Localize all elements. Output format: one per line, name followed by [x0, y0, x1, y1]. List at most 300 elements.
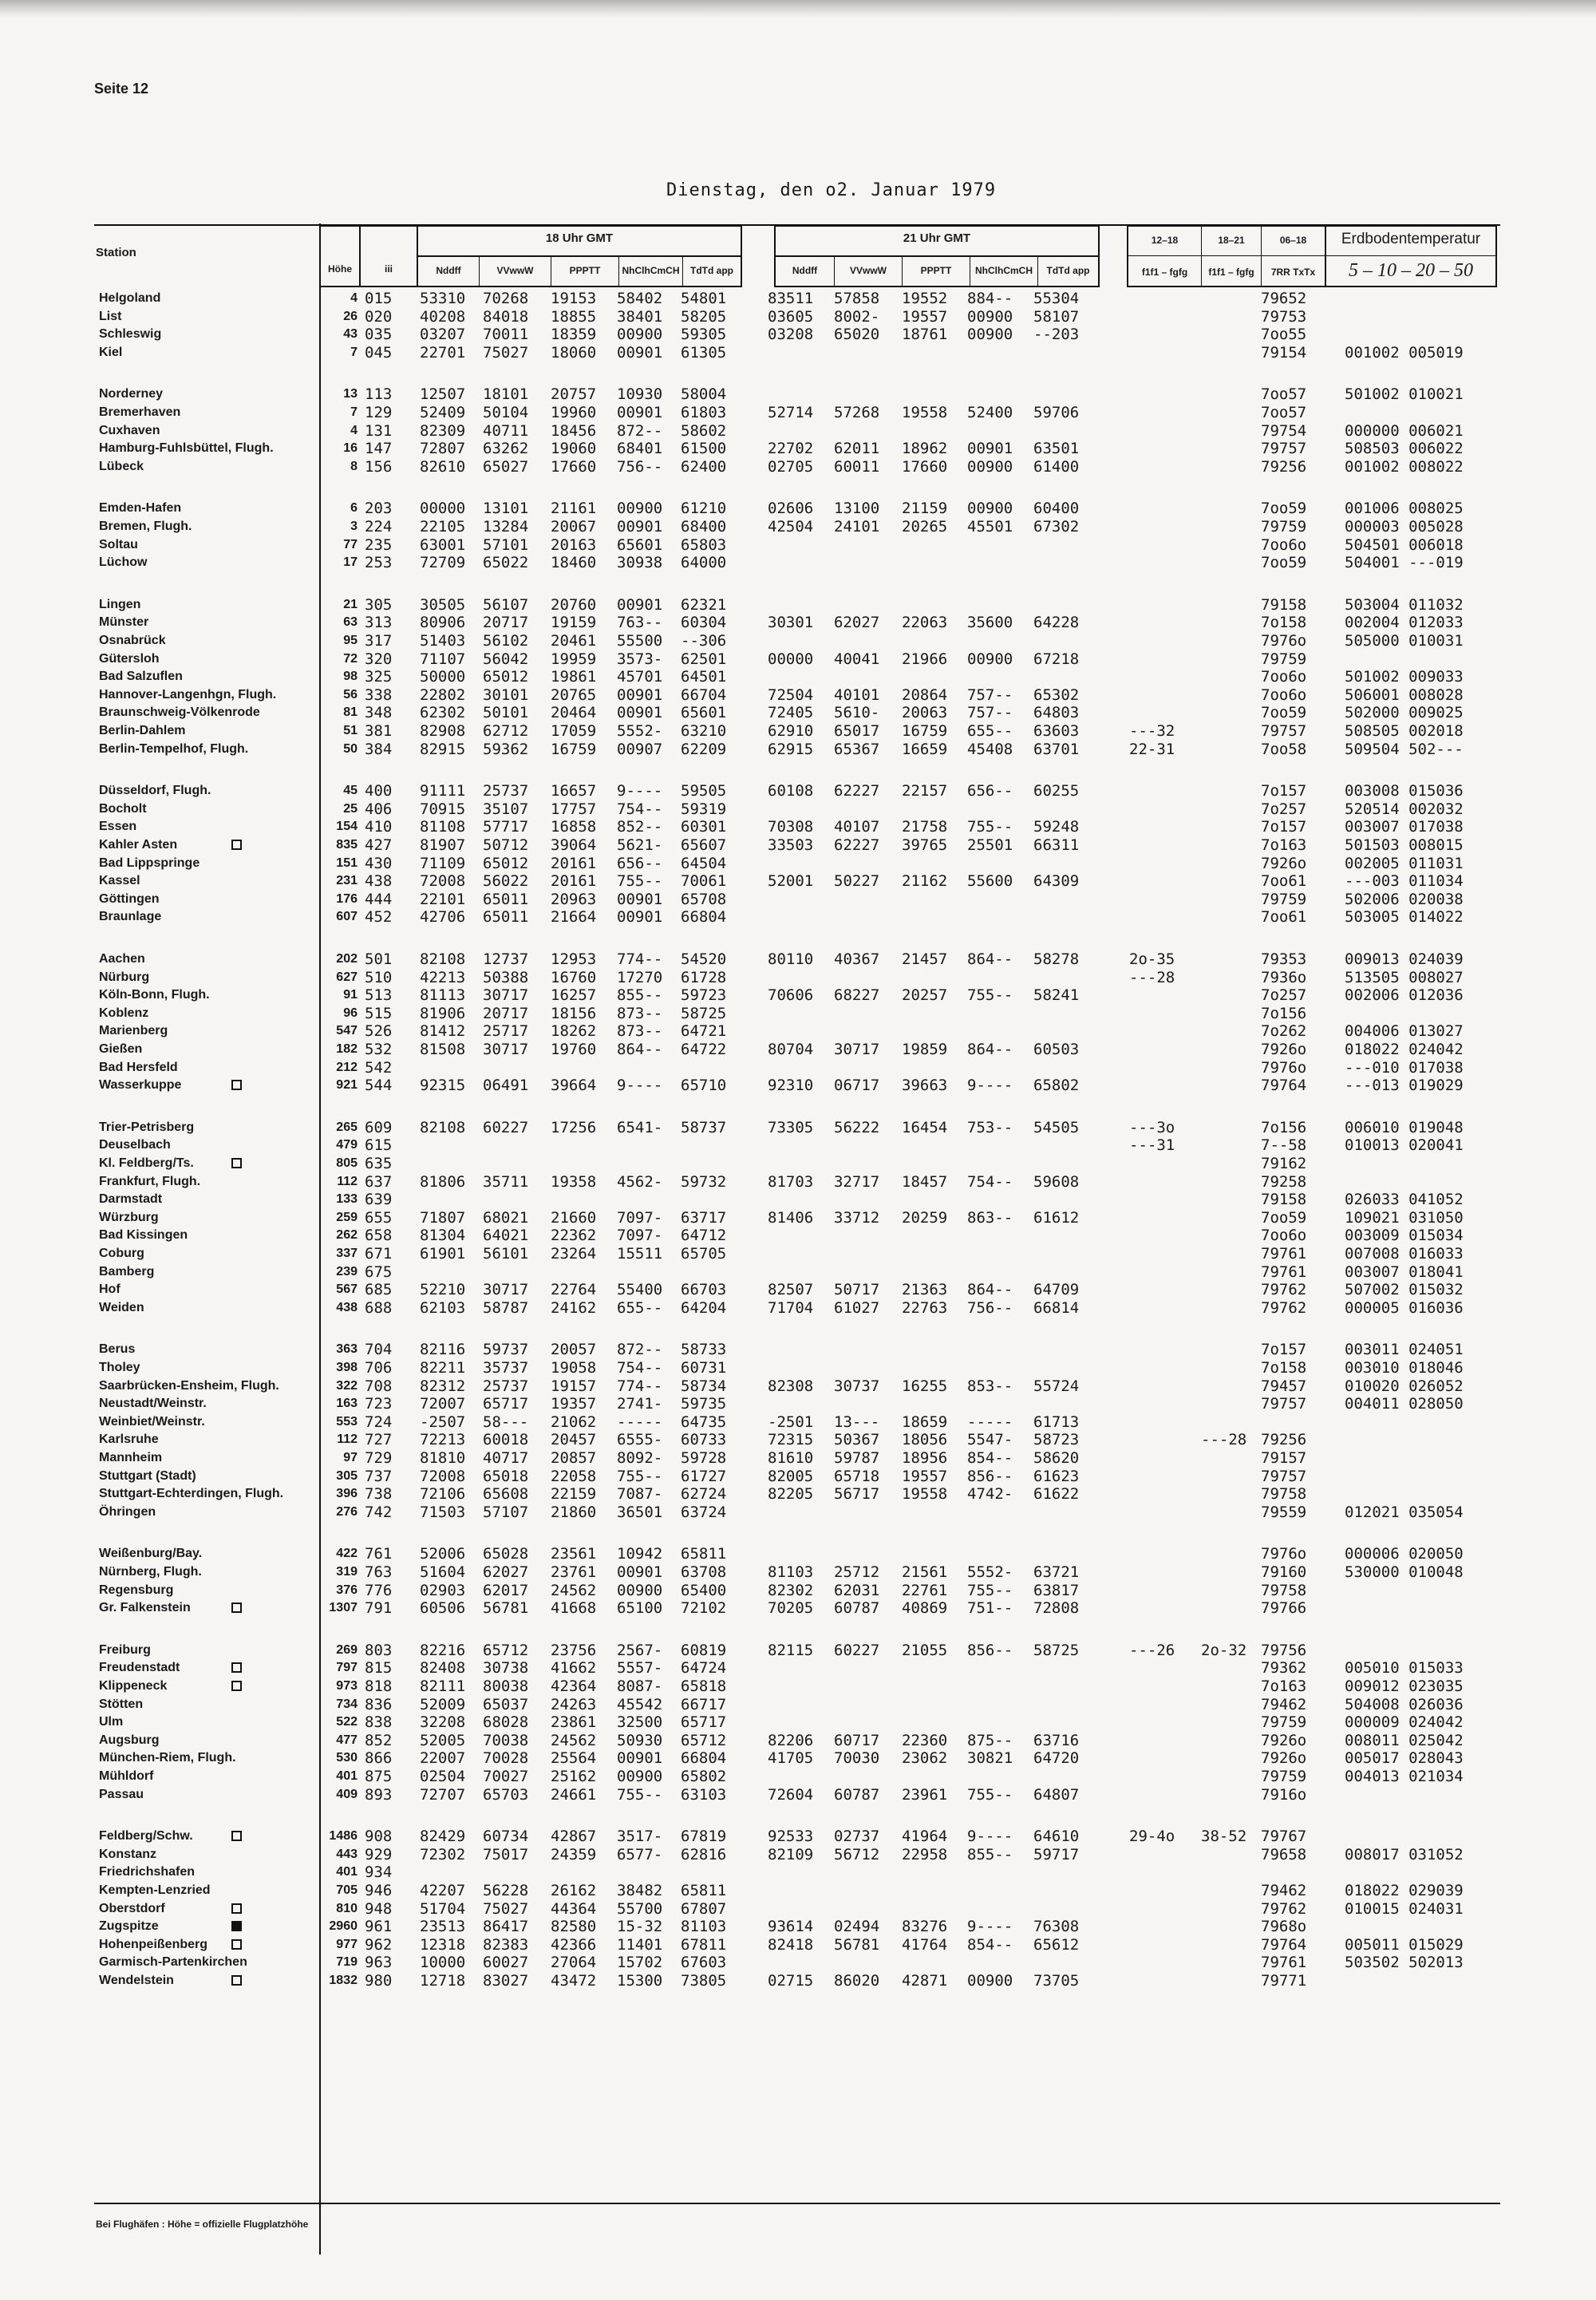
precip-06-18-cell: 79754 [1261, 421, 1307, 440]
clouds-18-cell: 00901 [617, 704, 663, 722]
station-index-cell: 444 [365, 890, 393, 908]
table-row [0, 632, 1596, 650]
table-row [0, 1299, 1596, 1317]
clouds-21-cell: 755-- [967, 986, 1013, 1005]
precip-06-18-cell: 7926o [1261, 1731, 1307, 1749]
pppt-21-cell: 23062 [902, 1749, 948, 1768]
vvwww-18-cell: 20717 [483, 614, 529, 632]
table-row [0, 1972, 1596, 1990]
pppt-18-cell: 23264 [551, 1245, 597, 1263]
table-row [0, 704, 1596, 721]
pppt-18-cell: 20457 [551, 1431, 597, 1449]
clouds-21-cell: 755-- [967, 1785, 1013, 1804]
clouds-18-cell: 855-- [617, 986, 663, 1005]
clouds-21-cell: 9---- [967, 1077, 1013, 1095]
table-row [0, 986, 1596, 1004]
clouds-18-cell: 5557- [617, 1659, 663, 1678]
vvwww-21-cell: 40041 [834, 650, 880, 668]
station-height: 154 [336, 820, 358, 834]
table-row [0, 668, 1596, 686]
table-row [0, 458, 1596, 476]
open-square-icon [231, 1080, 242, 1090]
nddff-18-cell: 12718 [420, 1972, 466, 1990]
station-index-cell: 400 [365, 782, 393, 800]
pppt-18-cell: 16858 [551, 818, 597, 836]
nddff-21-cell: 70308 [768, 818, 814, 836]
nddff-18-cell: 71107 [420, 650, 466, 668]
clouds-18-cell: 00901 [617, 404, 663, 421]
dewpoint-21-cell: 61400 [1033, 457, 1080, 476]
station-index-cell: 729 [365, 1449, 393, 1467]
open-square-icon [231, 1681, 242, 1691]
vvwww-18-cell: 65012 [483, 668, 529, 686]
clouds-18-cell: 852-- [617, 818, 663, 836]
pppt-21-cell: 19859 [902, 1041, 948, 1058]
dewpoint-18-cell: 65712 [681, 1731, 727, 1749]
vvwww-18-cell: 82383 [483, 1935, 529, 1954]
pppt-18-cell: 25564 [551, 1749, 597, 1768]
vvwww-18-cell: 60734 [483, 1828, 529, 1846]
vvwww-21-cell: 32717 [834, 1172, 880, 1191]
vvwww-18-cell: 86417 [483, 1918, 529, 1936]
clouds-21-cell: 5552- [967, 1563, 1013, 1581]
table-row [0, 741, 1596, 758]
clouds-18-cell: 774-- [617, 950, 663, 968]
soil-temp-cell: 002005 011031 [1345, 854, 1464, 872]
station-height: 921 [336, 1078, 358, 1093]
soil-temp-cell: 004011 028050 [1345, 1395, 1464, 1413]
dewpoint-18-cell: 66804 [681, 908, 727, 927]
vvwww-18-cell: 30717 [483, 986, 529, 1005]
station-index-cell: 875 [365, 1768, 393, 1785]
dewpoint-18-cell: 65802 [681, 1768, 727, 1785]
station-height: 133 [336, 1192, 358, 1207]
table-row [0, 1678, 1596, 1695]
station-name: Gütersloh [99, 651, 160, 666]
nddff-21-cell: 72604 [768, 1785, 814, 1804]
station-name: Augsburg [99, 1733, 160, 1747]
soil-temp-cell: 003007 017038 [1345, 818, 1464, 836]
station-height: 530 [336, 1751, 358, 1765]
nddff-18-cell: 81113 [420, 986, 466, 1005]
clouds-21-cell: 755-- [967, 1581, 1013, 1599]
precip-06-18-cell: 7oo59 [1261, 500, 1307, 518]
station-name: Tholey [99, 1361, 140, 1374]
table-row [0, 782, 1596, 800]
station-name: Bad Kissingen [99, 1228, 188, 1243]
nddff-21-cell: 03605 [768, 307, 814, 326]
precip-06-18-cell: 79762 [1261, 1899, 1307, 1918]
table-row [0, 722, 1596, 740]
dewpoint-18-cell: 63708 [681, 1563, 727, 1581]
station-height: 705 [336, 1883, 358, 1897]
dewpoint-21-cell: 64709 [1033, 1281, 1080, 1299]
dewpoint-18-cell: 66703 [681, 1281, 727, 1299]
station-name: Nürnberg, Flugh. [99, 1565, 202, 1579]
vvwww-21-cell: 56222 [834, 1118, 880, 1136]
dewpoint-18-cell: 62501 [681, 650, 727, 668]
vvwww-18-cell: 56228 [483, 1882, 529, 1899]
station-name: Trier-Petrisberg [99, 1120, 195, 1134]
nddff-18-cell: 10000 [420, 1954, 466, 1972]
clouds-18-cell: 8092- [617, 1449, 663, 1467]
station-name: Neustadt/Weinstr. [99, 1397, 207, 1411]
pppt-18-cell: 19157 [551, 1377, 597, 1395]
pppt-18-cell: 21062 [551, 1413, 597, 1431]
precip-06-18-cell: 79158 [1261, 595, 1307, 614]
precip-06-18-cell: 7o163 [1261, 1678, 1307, 1695]
vvwww-18-cell: 65011 [483, 908, 529, 927]
dewpoint-18-cell: 65607 [681, 836, 727, 854]
precip-06-18-cell: 7936o [1261, 968, 1307, 986]
station-height: 45 [343, 784, 358, 798]
station-name: Aachen [99, 952, 145, 966]
station-name: Soltau [99, 537, 138, 551]
station-height: 2960 [329, 1919, 358, 1934]
pppt-18-cell: 19060 [551, 440, 597, 458]
station-index-cell: 961 [365, 1918, 393, 1936]
soil-temp-cell: 003010 018046 [1345, 1359, 1464, 1377]
pppt-21-cell: 21966 [902, 650, 948, 668]
nddff-18-cell: 62302 [420, 704, 466, 722]
precip-06-18-cell: 7oo6o [1261, 535, 1307, 554]
precip-06-18-cell: 7968o [1261, 1918, 1307, 1936]
station-name: Bad Hersfeld [99, 1060, 178, 1074]
pppt-21-cell: 21055 [902, 1641, 948, 1659]
station-index-cell: 147 [365, 440, 393, 458]
pppt-18-cell: 20067 [551, 518, 597, 535]
nddff-18-cell: 71109 [420, 854, 466, 872]
precip-06-18-cell: 79652 [1261, 290, 1307, 307]
dewpoint-21-cell: 58723 [1033, 1431, 1080, 1449]
precip-06-18-cell: 79462 [1261, 1695, 1307, 1713]
nddff-21-cell: 70606 [768, 986, 814, 1005]
clouds-18-cell: 754-- [617, 800, 663, 818]
clouds-21-cell: 9---- [967, 1828, 1013, 1846]
station-name: Norderney [99, 387, 164, 401]
station-index-cell: 015 [365, 290, 393, 307]
dewpoint-18-cell: 59723 [681, 986, 727, 1005]
pppt-18-cell: 20464 [551, 704, 597, 722]
pppt-21-cell: 39663 [902, 1077, 948, 1095]
open-square-icon [231, 840, 242, 850]
precip-06-18-cell: 79761 [1261, 1245, 1307, 1263]
pppt-21-cell: 40869 [902, 1599, 948, 1618]
pppt-21-cell: 41764 [902, 1935, 948, 1954]
precip-06-18-cell: 79757 [1261, 1467, 1307, 1485]
table-row [0, 1005, 1596, 1022]
station-name: Kahler Asten [99, 838, 178, 852]
table-row [0, 1768, 1596, 1785]
station-height: 239 [336, 1264, 358, 1278]
dewpoint-18-cell: 65717 [681, 1713, 727, 1732]
pppt-21-cell: 22763 [902, 1298, 948, 1317]
table-row [0, 1900, 1596, 1918]
nddff-18-cell: 82111 [420, 1678, 466, 1695]
clouds-18-cell: 30938 [617, 554, 663, 572]
precip-06-18-cell: 79757 [1261, 1395, 1307, 1413]
precip-06-18-cell: 7o157 [1261, 1341, 1307, 1359]
precip-06-18-cell: 7o156 [1261, 1004, 1307, 1022]
station-index-cell: 685 [365, 1281, 393, 1299]
table-row [0, 1485, 1596, 1503]
dewpoint-21-cell: 63716 [1033, 1731, 1080, 1749]
dewpoint-21-cell: 55724 [1033, 1377, 1080, 1395]
nddff-18-cell: 72008 [420, 1467, 466, 1485]
nddff-21-cell: 22702 [768, 440, 814, 458]
nddff-18-cell: 22105 [420, 518, 466, 535]
nddff-21-cell: 92533 [768, 1828, 814, 1846]
dewpoint-18-cell: 61803 [681, 404, 727, 421]
station-height: 719 [336, 1955, 358, 1970]
pppt-18-cell: 41662 [551, 1659, 597, 1678]
pppt-18-cell: 20857 [551, 1449, 597, 1467]
table-row [0, 1936, 1596, 1954]
clouds-18-cell: 5552- [617, 722, 663, 740]
station-index-cell: 791 [365, 1599, 393, 1618]
vvwww-18-cell: 50104 [483, 404, 529, 421]
clouds-18-cell: 755-- [617, 1785, 663, 1804]
station-height: 4 [350, 423, 358, 437]
soil-temp-cell: 003009 015034 [1345, 1227, 1464, 1245]
pppt-21-cell: 22958 [902, 1845, 948, 1863]
station-index-cell: 305 [365, 595, 393, 614]
station-height: 212 [336, 1060, 358, 1074]
station-name: Lüchow [99, 555, 148, 570]
precip-06-18-cell: 79362 [1261, 1659, 1307, 1678]
station-name: Göttingen [99, 891, 160, 906]
dewpoint-21-cell: 61612 [1033, 1208, 1080, 1227]
clouds-18-cell: 873-- [617, 1004, 663, 1022]
station-index-cell: 948 [365, 1899, 393, 1918]
pppt-18-cell: 19058 [551, 1359, 597, 1377]
pppt-header-21: PPPTT [920, 265, 952, 276]
gust-sub-12: f1f1 – fgfg [1141, 267, 1188, 278]
pppt-18-cell: 42867 [551, 1828, 597, 1846]
station-index-cell: 803 [365, 1641, 393, 1659]
nddff-18-cell: 42213 [420, 968, 466, 986]
vvwww-18-cell: 58--- [483, 1413, 529, 1431]
clouds-18-cell: 45701 [617, 668, 663, 686]
table-row [0, 1377, 1596, 1395]
clouds-21-cell: 751-- [967, 1599, 1013, 1618]
clouds-21-cell: 00900 [967, 326, 1013, 344]
station-height: 202 [336, 952, 358, 966]
clouds-18-cell: 774-- [617, 1377, 663, 1395]
vvwww-18-cell: 65717 [483, 1395, 529, 1413]
table-row [0, 686, 1596, 704]
nddff-21-cell: 71704 [768, 1298, 814, 1317]
pppt-21-cell: 41964 [902, 1828, 948, 1846]
nddff-18-cell: 52005 [420, 1731, 466, 1749]
vvwww-18-cell: 56101 [483, 1245, 529, 1263]
clouds-21-cell: 52400 [967, 404, 1013, 421]
station-name: Coburg [99, 1247, 144, 1260]
station-name: Koblenz [99, 1006, 149, 1020]
dewpoint-18-cell: 65400 [681, 1581, 727, 1599]
pppt-18-cell: 23756 [551, 1641, 597, 1659]
vvwww-21-cell: 40367 [834, 950, 880, 968]
station-index-cell: 708 [365, 1377, 393, 1395]
clouds-18-cell: 38482 [617, 1882, 663, 1899]
pppt-18-cell: 18262 [551, 1022, 597, 1041]
precip-06-18-cell: 79767 [1261, 1828, 1307, 1846]
table-row [0, 891, 1596, 908]
dewpoint-21-cell: 76308 [1033, 1918, 1080, 1936]
station-name: Konstanz [99, 1847, 156, 1861]
station-height: 401 [336, 1769, 358, 1783]
filled-square-icon [231, 1921, 242, 1931]
clouds-18-cell: 00901 [617, 908, 663, 927]
nddff-21-cell: 72315 [768, 1431, 814, 1449]
precip-06-18-cell: 7oo59 [1261, 1208, 1307, 1227]
clouds-21-cell: 757-- [967, 686, 1013, 704]
dewpoint-18-cell: 58205 [681, 307, 727, 326]
station-name: Berlin-Tempelhof, Flugh. [99, 741, 249, 756]
pppt-18-cell: 20963 [551, 890, 597, 908]
station-index-cell: 704 [365, 1341, 393, 1359]
station-name: Weinbiet/Weinstr. [99, 1414, 205, 1429]
clouds-21-cell: 656-- [967, 782, 1013, 800]
station-index-cell: 893 [365, 1785, 393, 1804]
clouds-21-cell: 00900 [967, 307, 1013, 326]
station-name: Berlin-Dahlem [99, 724, 186, 737]
soil-temp-cell: 501503 008015 [1345, 836, 1464, 854]
soil-temp-header: Erdbodentemperatur [1341, 231, 1481, 247]
vvwww-21-cell: 24101 [834, 518, 880, 535]
soil-temp-cell: ---010 017038 [1345, 1058, 1464, 1077]
dewpoint-18-cell: 65705 [681, 1245, 727, 1263]
station-index-cell: 438 [365, 872, 393, 891]
table-row [0, 1173, 1596, 1191]
dewpoint-18-cell: 67811 [681, 1935, 727, 1954]
soil-temp-cell: 000009 024042 [1345, 1713, 1464, 1732]
station-height: 72 [343, 651, 358, 666]
table-row [0, 1281, 1596, 1298]
vvwww-18-cell: 60227 [483, 1118, 529, 1136]
nddff-21-cell: 93614 [768, 1918, 814, 1936]
station-index-cell: 224 [365, 518, 393, 535]
pppt-18-cell: 18456 [551, 421, 597, 440]
station-height: 96 [343, 1006, 358, 1020]
clouds-18-cell: 7097- [617, 1208, 663, 1227]
dewpoint-21-cell: 58620 [1033, 1449, 1080, 1467]
station-index-cell: 818 [365, 1678, 393, 1695]
precip-06-18-cell: 79762 [1261, 1281, 1307, 1299]
station-index-cell: 513 [365, 986, 393, 1005]
nddff-21-cell: 82205 [768, 1485, 814, 1504]
dewpoint-21-cell: 64309 [1033, 872, 1080, 891]
station-index-cell: 637 [365, 1172, 393, 1191]
dewpoint-21-cell: 58241 [1033, 986, 1080, 1005]
pppt-18-cell: 22362 [551, 1227, 597, 1245]
pppt-18-cell: 19959 [551, 650, 597, 668]
clouds-18-cell: 763-- [617, 614, 663, 632]
clouds-18-cell: 872-- [617, 1341, 663, 1359]
range-12-18-cell: ---3o [1129, 1118, 1175, 1136]
pppt-18-cell: 21664 [551, 908, 597, 927]
vvwww-21-cell: 61027 [834, 1298, 880, 1317]
station-name: Cuxhaven [99, 423, 160, 437]
table-row [0, 950, 1596, 968]
pppt-21-cell: 20259 [902, 1208, 948, 1227]
soil-temp-cell: 000000 006021 [1345, 421, 1464, 440]
table-row [0, 1642, 1596, 1659]
station-index-cell: 320 [365, 650, 393, 668]
station-height: 269 [336, 1642, 358, 1657]
vvwww-21-cell: 60787 [834, 1599, 880, 1618]
dewpoint-21-cell: 66311 [1033, 836, 1080, 854]
vvwww-18-cell: 59737 [483, 1341, 529, 1359]
dewpoint-21-cell: 64228 [1033, 614, 1080, 632]
soil-temp-cell: 012021 035054 [1345, 1503, 1464, 1521]
station-index-cell: 510 [365, 968, 393, 986]
clouds-18-cell: 38401 [617, 307, 663, 326]
nddff-18-cell: 81907 [420, 836, 466, 854]
dewpoint-18-cell: 67819 [681, 1828, 727, 1846]
clouds-18-cell: 872-- [617, 421, 663, 440]
clouds-21-cell: 00900 [967, 650, 1013, 668]
pppt-18-cell: 24661 [551, 1785, 597, 1804]
vvwww-21-cell: 57268 [834, 404, 880, 421]
precip-06-18-cell: 79462 [1261, 1882, 1307, 1899]
table-row [0, 1468, 1596, 1485]
soil-temp-cell: 504501 006018 [1345, 535, 1464, 554]
soil-temp-cell: 504008 026036 [1345, 1695, 1464, 1713]
station-height: 151 [336, 856, 358, 870]
nddff-18-cell: 52409 [420, 404, 466, 421]
vvwww-18-cell: 35737 [483, 1359, 529, 1377]
nddff-21-cell: 82507 [768, 1281, 814, 1299]
clouds-18-cell: 58402 [617, 290, 663, 307]
station-height: 1832 [329, 1974, 358, 1987]
nddff-21-cell: -2501 [768, 1413, 814, 1431]
clouds-18-cell: 754-- [617, 1359, 663, 1377]
vvwww-21-cell: 62227 [834, 836, 880, 854]
precip-06-18-cell: 7o163 [1261, 836, 1307, 854]
nddff-18-cell: 40208 [420, 307, 466, 326]
dewpoint-18-cell: 72102 [681, 1599, 727, 1618]
clouds-21-cell: 25501 [967, 836, 1013, 854]
pppt-21-cell: 21162 [902, 872, 948, 891]
station-height: 6 [350, 501, 358, 516]
pppt-18-cell: 16657 [551, 782, 597, 800]
vvwww-18-cell: 30101 [483, 686, 529, 704]
vvwww-18-cell: 75017 [483, 1845, 529, 1863]
table-row [0, 1582, 1596, 1599]
clouds-21-cell: 00900 [967, 1972, 1013, 1990]
vvwww-21-cell: 65020 [834, 326, 880, 344]
table-row [0, 1696, 1596, 1713]
vvwww-21-cell: 50367 [834, 1431, 880, 1449]
dewpoint-21-cell: 55304 [1033, 290, 1080, 307]
nddff-21-cell: 80110 [768, 950, 814, 968]
dewpoint-21-cell: 73705 [1033, 1972, 1080, 1990]
dewpoint-21-cell: 61622 [1033, 1485, 1080, 1504]
vvwww-21-cell: 65017 [834, 722, 880, 740]
dewpoint-18-cell: 63210 [681, 722, 727, 740]
soil-temp-cell: 026033 041052 [1345, 1191, 1464, 1209]
station-height: 977 [336, 1937, 358, 1951]
station-name: Frankfurt, Flugh. [99, 1174, 201, 1188]
dewpoint-18-cell: 59505 [681, 782, 727, 800]
precip-06-18-cell: 79157 [1261, 1449, 1307, 1467]
pppt-18-cell: 39664 [551, 1077, 597, 1095]
nddff-18-cell: 81810 [420, 1449, 466, 1467]
nddff-18-cell: 51704 [420, 1899, 466, 1918]
station-index-cell: 615 [365, 1136, 393, 1155]
nddff-18-cell: 81108 [420, 818, 466, 836]
